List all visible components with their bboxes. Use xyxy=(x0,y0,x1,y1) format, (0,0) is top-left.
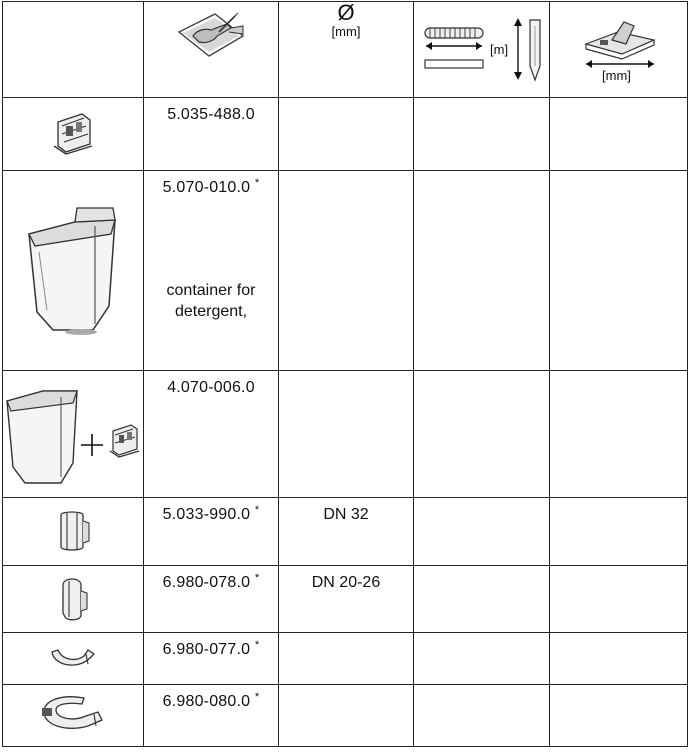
length-cell xyxy=(414,98,550,171)
hose-length-icon xyxy=(422,24,492,79)
width-cell xyxy=(550,566,688,633)
asterisk: * xyxy=(254,691,260,703)
header-diameter-cell xyxy=(279,2,414,98)
part-number-cell xyxy=(144,633,279,685)
part-number: 5.033-990.0 xyxy=(162,506,251,523)
large-hook-icon xyxy=(38,696,108,736)
dn-cell xyxy=(279,633,414,685)
accessories-table xyxy=(2,1,688,747)
hose-clip-icon xyxy=(53,573,93,625)
table-row xyxy=(3,685,688,747)
vertical-length-icon xyxy=(510,16,548,86)
width-cell xyxy=(550,498,688,566)
dn-cell xyxy=(279,371,414,498)
part-number-cell xyxy=(144,371,279,498)
dn-value: DN 32 xyxy=(323,506,369,523)
part-number-cell xyxy=(144,498,279,566)
part-image-cell xyxy=(3,498,144,566)
length-cell xyxy=(414,685,550,747)
width-cell xyxy=(550,171,688,371)
part-image-cell xyxy=(3,98,144,171)
length-cell xyxy=(414,171,550,371)
floor-nozzle-icon xyxy=(580,16,660,76)
description-line: container for xyxy=(166,282,256,299)
pipe-clip-icon xyxy=(53,507,93,557)
table-row xyxy=(3,633,688,685)
dn-cell xyxy=(279,498,414,566)
holder-bracket-icon xyxy=(48,108,98,160)
dn-value: DN 20-26 xyxy=(311,574,381,591)
width-cell xyxy=(550,633,688,685)
asterisk: * xyxy=(254,504,260,516)
container-with-bracket-icon xyxy=(3,379,143,489)
part-number: 6.980-077.0 xyxy=(162,641,251,658)
part-number-cell xyxy=(144,171,279,371)
width-cell xyxy=(550,371,688,498)
diameter-symbol: Ø xyxy=(337,0,355,25)
width-unit: [mm] xyxy=(602,68,631,83)
asterisk: * xyxy=(254,639,260,651)
length-unit: [m] xyxy=(490,42,509,57)
table-row xyxy=(3,98,688,171)
width-cell xyxy=(550,98,688,171)
length-cell xyxy=(414,566,550,633)
small-hook-icon xyxy=(48,644,98,674)
part-number: 6.980-080.0 xyxy=(162,693,251,710)
header-row xyxy=(3,2,688,98)
part-number-cell xyxy=(144,685,279,747)
part-image-cell xyxy=(3,171,144,371)
hand-writing-icon xyxy=(171,2,251,62)
part-number: 6.980-078.0 xyxy=(162,574,251,591)
header-order-number-cell xyxy=(144,2,279,98)
length-cell xyxy=(414,633,550,685)
detergent-container-icon xyxy=(23,206,123,336)
part-description xyxy=(144,280,278,322)
part-number-cell xyxy=(144,98,279,171)
dn-cell xyxy=(279,171,414,371)
part-image-cell xyxy=(3,566,144,633)
part-image-cell xyxy=(3,633,144,685)
part-number-cell xyxy=(144,566,279,633)
dn-cell xyxy=(279,98,414,171)
length-cell xyxy=(414,371,550,498)
description-line: detergent, xyxy=(174,303,248,320)
part-number: 5.035-488.0 xyxy=(167,106,255,123)
header-length-cell xyxy=(414,2,550,98)
asterisk: * xyxy=(254,572,260,584)
asterisk: * xyxy=(254,177,260,189)
part-number: 5.070-010.0 xyxy=(162,179,251,196)
length-cell xyxy=(414,498,550,566)
diameter-unit: [mm] xyxy=(331,24,361,39)
table-row xyxy=(3,566,688,633)
dn-cell xyxy=(279,685,414,747)
part-number: 4.070-006.0 xyxy=(167,379,255,396)
table-row xyxy=(3,171,688,371)
header-width-cell xyxy=(550,2,688,98)
width-cell xyxy=(550,685,688,747)
part-image-cell xyxy=(3,371,144,498)
table-row xyxy=(3,498,688,566)
dn-cell xyxy=(279,566,414,633)
header-image-cell xyxy=(3,2,144,98)
table-row xyxy=(3,371,688,498)
part-image-cell xyxy=(3,685,144,747)
